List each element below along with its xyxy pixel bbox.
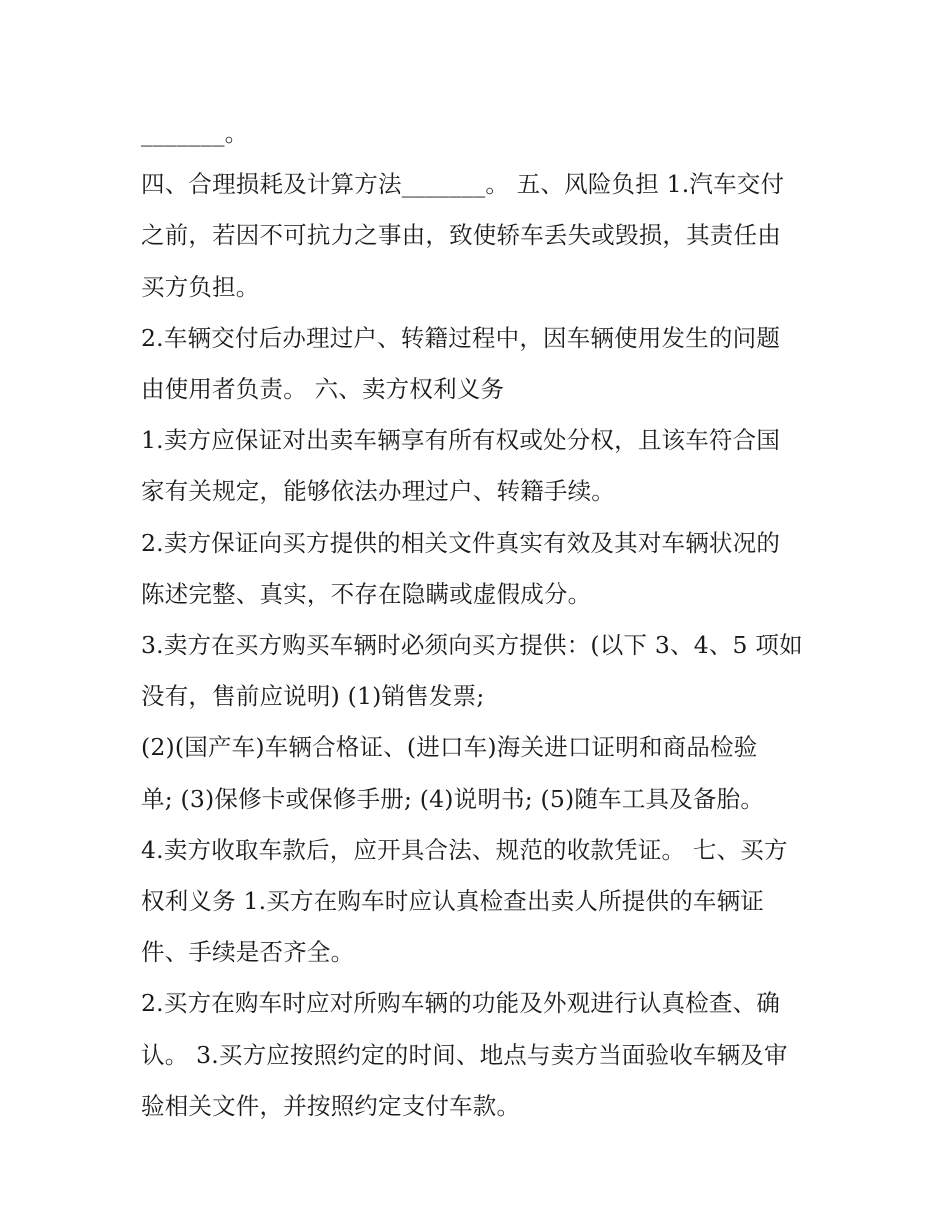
text-line: 家有关规定，能够依法办理过户、转籍手续。 (141, 477, 615, 506)
text-line: (2)(国产车)车辆合格证、(进口车)海关进口证明和商品检验 (141, 733, 758, 762)
text-line: 2.买方在购车时应对所购车辆的功能及外观进行认真检查、确 (141, 989, 781, 1018)
text-line: 买方负担。 (141, 272, 260, 301)
text-line: 之前，若因不可抗力之事由，致使轿车丢失或毁损，其责任由 (141, 221, 781, 250)
document-body (141, 108, 811, 1132)
text-line: 2.卖方保证向买方提供的相关文件真实有效及其对车辆状况的 (141, 528, 781, 557)
text-line: 3.卖方在买方购买车辆时必须向买方提供：(以下 3、4、5 项如 (141, 631, 803, 660)
text-line: 权利义务 1.买方在购车时应认真检查出卖人所提供的车辆证 (141, 887, 764, 916)
text-line: 2.车辆交付后办理过户、转籍过程中，因车辆使用发生的问题 (141, 323, 781, 352)
text-line: 件、手续是否齐全。 (141, 938, 355, 967)
text-line: 没有，售前应说明) (1)销售发票; (141, 682, 485, 711)
text-line: 验相关文件，并按照约定支付车款。 (141, 1091, 521, 1120)
text-line: 认。 3.买方应按照约定的时间、地点与卖方当面验收车辆及审 (141, 1040, 788, 1069)
text-line: 1.卖方应保证对出卖车辆享有所有权或处分权，且该车符合国 (141, 426, 781, 455)
text-line: 由使用者负责。 六、卖方权利义务 (141, 375, 505, 404)
text-line: _______。 (141, 119, 249, 147)
text-line: 单; (3)保修卡或保修手册; (4)说明书; (5)随车工具及备胎。 (141, 784, 765, 813)
text-line: 四、合理损耗及计算方法_______。 五、风险负担 1.汽车交付 (141, 170, 785, 199)
text-line: 4.卖方收取车款后，应开具合法、规范的收款凭证。 七、买方 (141, 835, 788, 864)
text-line: 陈述完整、真实，不存在隐瞒或虚假成分。 (141, 579, 592, 608)
